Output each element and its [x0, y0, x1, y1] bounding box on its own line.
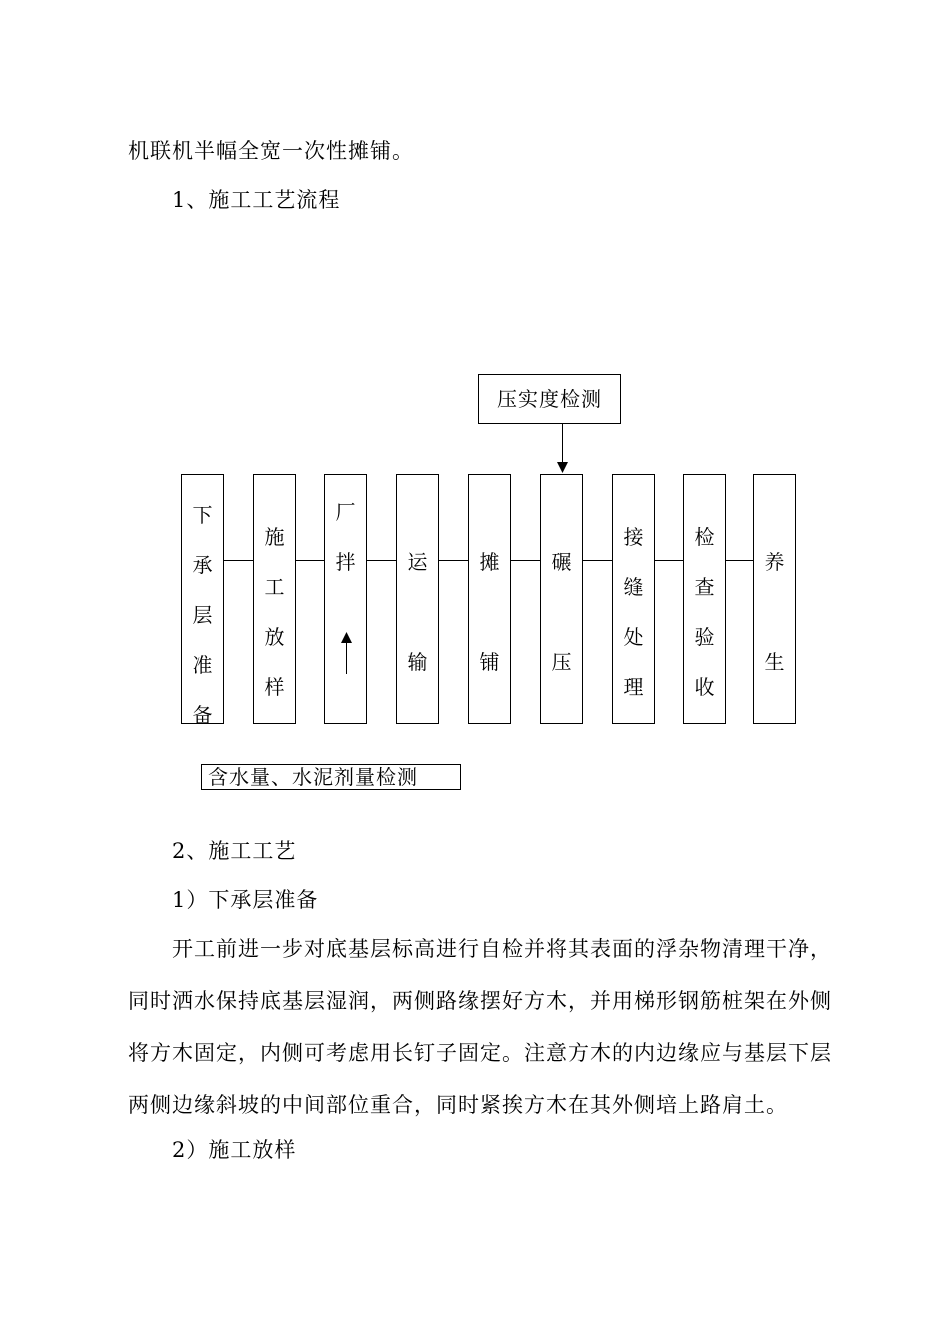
process-step-box [396, 474, 439, 724]
moisture-cement-test-box [201, 764, 461, 790]
paragraph-base-prep [128, 934, 858, 1142]
process-step-char: 生 [764, 650, 785, 674]
process-step-char: 样 [264, 675, 285, 699]
process-step-char: 输 [407, 650, 428, 674]
compaction-test-arrow-head [557, 462, 568, 474]
mixing-arrow-head [341, 632, 352, 643]
process-step-char: 理 [623, 675, 644, 699]
process-connector [296, 560, 324, 561]
compaction-test-label: 压实度检测 [497, 387, 602, 411]
process-connector [655, 560, 683, 561]
process-step-char: 厂 [335, 500, 356, 524]
process-step-box [468, 474, 511, 724]
process-step-char: 接 [623, 525, 644, 549]
process-step-char: 处 [623, 625, 644, 649]
process-connector [511, 560, 540, 561]
process-step-box [683, 474, 726, 724]
process-step-char: 铺 [479, 650, 500, 674]
process-step-char: 收 [694, 675, 715, 699]
compaction-test-arrow-line [562, 424, 563, 464]
process-step-box [753, 474, 796, 724]
process-connector [583, 560, 612, 561]
process-step-char: 缝 [623, 575, 644, 599]
process-step-char: 压 [551, 650, 572, 674]
process-step-char: 摊 [479, 550, 500, 574]
paragraph-line: 同时洒水保持底基层湿润，两侧路缘摆好方木，并用梯形钢筋桩架在外侧 [128, 989, 832, 1013]
process-connector [726, 560, 753, 561]
moisture-cement-test-label: 含水量、水泥剂量检测 [208, 765, 418, 789]
process-step-box [612, 474, 655, 724]
process-step-box [540, 474, 583, 724]
process-step-char: 施 [264, 525, 285, 549]
subsection2-title: 2）施工放样 [172, 1138, 297, 1162]
process-step-char: 检 [694, 525, 715, 549]
process-step-char: 养 [764, 550, 785, 574]
paragraph-line: 将方木固定，内侧可考虑用长钉子固定。注意方木的内边缘应与基层下层 [128, 1041, 832, 1065]
compaction-test-box [478, 374, 621, 424]
process-step-box [253, 474, 296, 724]
process-step-char: 碾 [551, 550, 572, 574]
process-step-char: 下 [192, 503, 213, 527]
process-step-box [324, 474, 367, 724]
paragraph-line: 两侧边缘斜坡的中间部位重合，同时紧挨方木在其外侧培上路肩土。 [128, 1093, 788, 1117]
process-step-char: 准 [192, 653, 213, 677]
process-step-char: 运 [407, 550, 428, 574]
process-step-char: 层 [192, 603, 213, 627]
process-connector [367, 560, 396, 561]
mixing-arrow-line [346, 640, 347, 674]
process-step-char: 备 [192, 703, 213, 727]
section2-title: 2、施工工艺 [172, 839, 297, 863]
process-step-box [181, 474, 224, 727]
paragraph-line: 开工前进一步对底基层标高进行自检并将其表面的浮杂物清理干净， [128, 937, 832, 961]
section1-title: 1、施工工艺流程 [172, 188, 341, 212]
process-step-char: 承 [192, 553, 213, 577]
subsection1-title: 1）下承层准备 [172, 888, 319, 912]
process-connector [439, 560, 468, 561]
process-step-char: 查 [694, 575, 715, 599]
process-connector [224, 560, 253, 561]
intro-line: 机联机半幅全宽一次性摊铺。 [128, 139, 414, 163]
process-step-char: 拌 [335, 550, 356, 574]
process-step-char: 工 [264, 575, 285, 599]
process-step-char: 验 [694, 625, 715, 649]
process-step-char: 放 [264, 625, 285, 649]
